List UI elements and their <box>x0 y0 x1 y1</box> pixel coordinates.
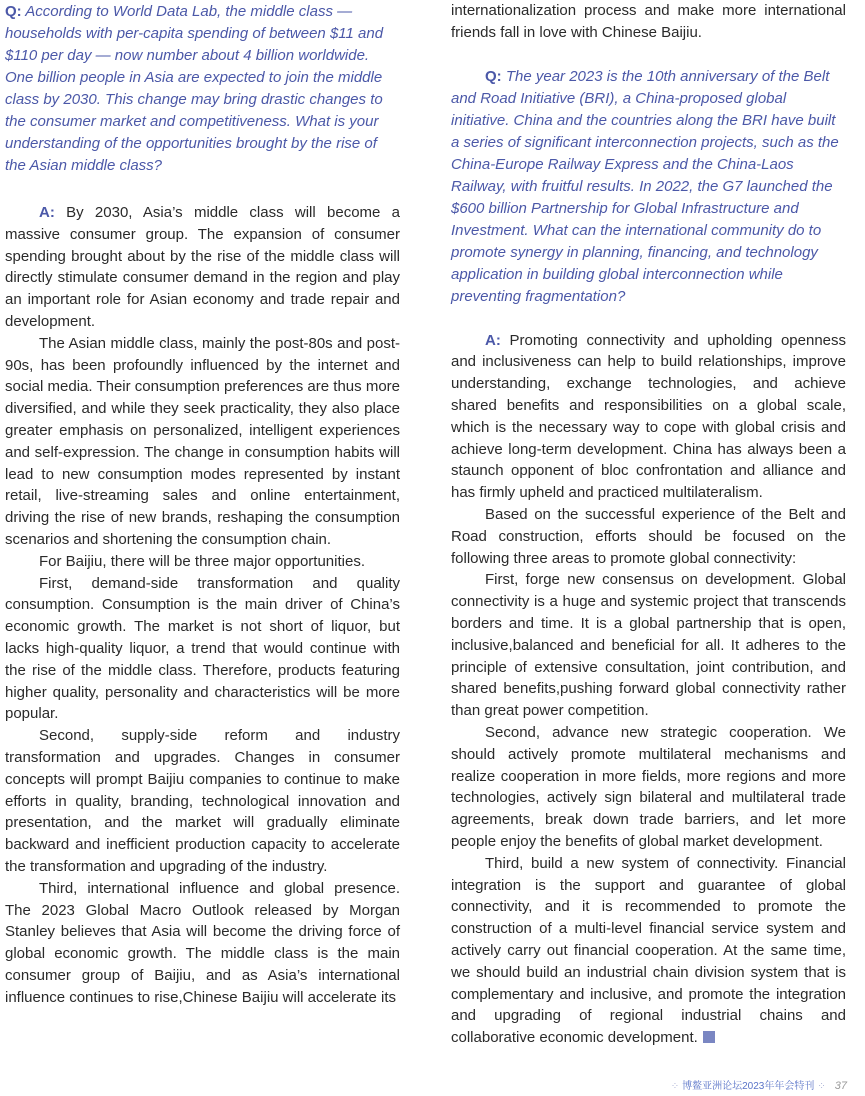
answer-paragraph: First, forge new consensus on development. Global connectivity is a huge and systemic project that transcends borders and time. It is a global partnership that is open, inclusive,balanced and beneficial for all. It adheres to the principle of extensive consultation, joint contribution, and shared benefits,pushing forward global connectivity rather than great power competition. <box>451 571 846 720</box>
question-2 <box>451 66 846 308</box>
answer-label: A: <box>39 204 55 221</box>
right-column <box>451 0 846 1049</box>
answer-paragraph: Based on the successful experience of the Belt and Road construction, efforts should be focused on the following three areas to promote global connectivity: <box>451 505 846 567</box>
answer-paragraph: For Baijiu, there will be three major opportunities. <box>39 552 365 570</box>
left-column <box>5 0 400 1008</box>
answer-paragraph: Second, advance new strategic cooperation. We should actively promote multilateral mechanisms and realize cooperation in more fields, more regions and more technologies, actively sign bilateral and multilateral trade agreements, break down trade barriers, and let more people enjoy the benefits of global market development. <box>451 723 846 850</box>
question-text: The year 2023 is the 10th anniversary of the Belt and Road Initiative (BRI), a China-proposed global initiative. China and the countries along the BRI have built a series of significant interconnection projects, such as the China-Europe Railway Express and the China-Laos Railway, with fruitful results. In 2022, the G7 launched the $600 billion Partnership for Global Infrastructure and Investment. What can the international community do to promote synergy in planning, financing, and technology application in building global interconnection while preventing fragmentation? <box>451 67 839 305</box>
answer-paragraph: The Asian middle class, mainly the post-80s and post-90s, has been profoundly influenced by the internet and social media. Their consumption preferences are thus more diversified, and while they seek practicality, they also place greater emphasis on personalized, intelligent experiences and self-expression. The change in consumption habits will lead to new consumption modes represented by instant retail, live-streaming sales and online entertainment, driving the rise of new brands, reshaping the consumption scenarios and shortening the consumption chain. <box>5 334 400 548</box>
answer-text: By 2030, Asia’s middle class will become a massive consumer group. The expansion of consumer spending brought about by the rise of the middle class will directly stimulate consumer demand in the region and play an important role for Asian economy and trade repair and development. <box>5 204 400 330</box>
question-1 <box>5 1 400 177</box>
answer-paragraph <box>5 202 400 333</box>
answer-paragraph <box>451 330 846 504</box>
answer-paragraph: First, demand-side transformation and quality consumption. Consumption is the main driver of China’s economic growth. The market is not short of liquor, but lacks high-quality liquor, a trend that would continue with the rise of the middle class. Therefore, products featuring higher quality, personality and characteristics will be more popular. <box>5 574 400 723</box>
question-label: Q: <box>5 3 22 20</box>
answer-text: Promoting connectivity and upholding openness and inclusiveness can help to build relationships, improve understanding, exchange technologies, and achieve shared benefits and responsibilities on a global scale, which is the necessary way to cope with global crisis and achieve long-term development. China has always been a staunch opponent of bloc confrontation and alliance and has firmly upheld and practiced multilateralism. <box>451 331 847 502</box>
page-number: 37 <box>834 1080 847 1092</box>
answer-paragraph <box>451 853 846 1049</box>
continuation-paragraph: internationalization process and make more international friends fall in love with Chinese Baijiu. <box>451 2 846 41</box>
page-footer <box>668 1077 847 1092</box>
question-text: According to World Data Lab, the middle class — households with per-capita spending of between $11 and $110 per day — now number about 4 billion worldwide. One billion people in Asia are expected to join the middle class by 2030. This change may bring drastic changes to the consumer market and competitiveness. What is your understanding of the opportunities brought by the rise of the Asian middle class? <box>5 3 384 174</box>
answer-text: Third, build a new system of connectivity. Financial integration is the support and guarantee of global connectivity, and it is recommended to promote the construction of a multi-level financial service system and actively carry out financial cooperation. At the same time, we should build an industrial chain division system that is complementary and inclusive, and promote the integration and upgrading of regional industrial chains and collaborative economic development. <box>451 854 846 1047</box>
end-of-article-mark <box>703 1031 715 1043</box>
footer-dots-icon: ⁘ <box>670 1081 680 1092</box>
answer-paragraph: Second, supply-side reform and industry transformation and upgrades. Changes in consumer concepts will prompt Baijiu companies to continue to make efforts in quality, branding, technological innovation and presentation, and the market will gradually eliminate backward and inefficient production capacity to accelerate the transformation and upgrading of the industry. <box>5 727 400 875</box>
footer-dots-icon: ⁘ <box>817 1081 826 1092</box>
answer-label: A: <box>485 331 501 349</box>
publication-title: 博鳌亚洲论坛2023年年会特刊 <box>682 1081 815 1092</box>
answer-paragraph: Third, international influence and global presence. The 2023 Global Macro Outlook released by Morgan Stanley believes that Asia will become the driving force of global economic growth. The middle class is the main consumer group of Baijiu, and as Asia’s international influence continues to rise,Chinese Baijiu will accelerate its <box>5 879 400 1006</box>
question-label: Q: <box>485 67 502 85</box>
